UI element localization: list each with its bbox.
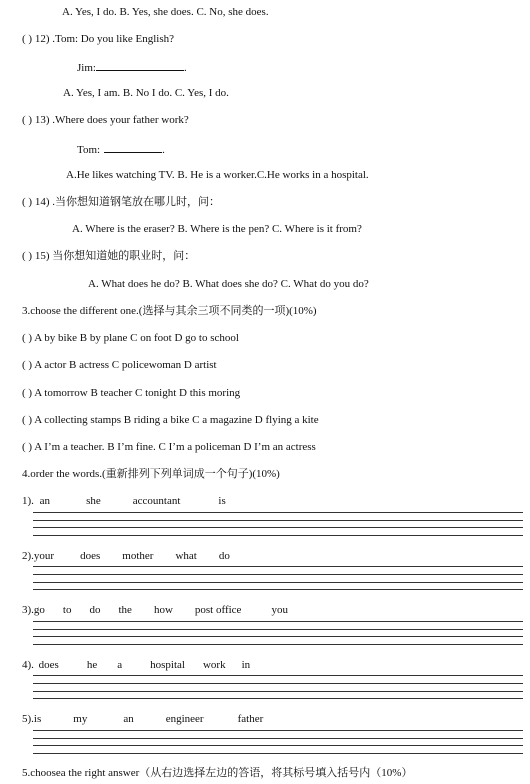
writing-line[interactable]: [33, 753, 523, 754]
q14-options: A. Where is the eraser? B. Where is the pen? C. Where is it from?: [72, 223, 362, 235]
section3-item-3: ( ) A tomorrow B teacher C tonight D this moring: [22, 387, 241, 399]
q15-question: ( ) 15) 当你想知道她的职业时，问：: [22, 250, 196, 262]
order-word: does: [38, 659, 59, 671]
q13-question: ( ) 13) .Where does your father work?: [22, 114, 189, 126]
q14-question: ( ) 14) .当你想知道钢笔放在哪儿时，问：: [22, 196, 220, 208]
writing-line[interactable]: [33, 589, 523, 590]
order-word: is: [218, 495, 226, 507]
writing-line[interactable]: [33, 566, 523, 567]
writing-line[interactable]: [33, 574, 523, 575]
order-word: she: [86, 495, 101, 507]
writing-line[interactable]: [33, 745, 523, 746]
order-word: hospital: [150, 659, 185, 671]
order-item-5: [22, 713, 263, 726]
order-word: do: [218, 550, 230, 562]
order-item-2: [22, 550, 230, 563]
section3-item-2: ( ) A actor B actress C policewoman D artist: [22, 359, 217, 371]
order-word: mother: [122, 550, 154, 562]
section4-title: 4.order the words.(重新排列下列单词成一个句子)(10%): [22, 468, 280, 480]
order-word: you: [271, 604, 288, 616]
writing-line[interactable]: [33, 512, 523, 513]
order-word: post office: [194, 604, 242, 616]
writing-line[interactable]: [33, 527, 523, 528]
order-word: an: [39, 495, 51, 507]
q13-options: A.He likes watching TV. B. He is a worker.C.He works in a hospital.: [66, 169, 369, 181]
q12-answer-prefix: Jim:: [77, 62, 96, 74]
order-word: your: [33, 550, 55, 562]
writing-line[interactable]: [33, 675, 523, 676]
q13-answer-blank[interactable]: [104, 142, 162, 153]
writing-line[interactable]: [33, 520, 523, 521]
order-word: an: [123, 713, 134, 725]
order-word: my: [73, 713, 88, 725]
q12-answer-line: Jim: .: [77, 62, 187, 74]
order-item-number: 2).: [22, 550, 34, 562]
section3-item-4: ( ) A collecting stamps B riding a bike C a magazine D flying a kite: [22, 414, 319, 426]
order-item-number: 1).: [22, 495, 37, 507]
order-word: a: [117, 659, 123, 671]
section3-item-5: ( ) A I’m a teacher. B I’m fine. C I’m a policeman D I’m an actress: [22, 441, 316, 453]
writing-line[interactable]: [33, 629, 523, 630]
order-word: how: [153, 604, 173, 616]
writing-line[interactable]: [33, 698, 523, 699]
order-item-number: 5).: [22, 713, 34, 725]
q12-answer-blank[interactable]: [96, 60, 184, 71]
order-word: in: [241, 659, 251, 671]
order-item-number: 4).: [22, 659, 37, 671]
q12-question: ( ) 12) .Tom: Do you like English?: [22, 33, 174, 45]
order-word: father: [237, 713, 264, 725]
q11-options: A. Yes, I do. B. Yes, she does. C. No, she does.: [62, 6, 269, 18]
order-word: the: [118, 604, 132, 616]
order-word: what: [175, 550, 197, 562]
writing-line[interactable]: [33, 730, 523, 731]
order-item-4: [22, 659, 250, 672]
writing-line[interactable]: [33, 535, 523, 536]
section5-title: 5.choosea the right answer（从右边选择左边的答语，将其标号填入括号内（10%）: [22, 767, 413, 779]
q13-answer-line: Tom: .: [77, 144, 165, 156]
order-word: to: [62, 604, 72, 616]
order-item-1: [22, 495, 226, 508]
section3-title: 3.choose the different one.(选择与其余三项不同类的一项)(10%): [22, 305, 317, 317]
writing-line[interactable]: [33, 621, 523, 622]
order-word: does: [80, 550, 101, 562]
q15-options: A. What does he do? B. What does she do? C. What do you do?: [88, 278, 369, 290]
q12-options: A. Yes, I am. B. No I do. C. Yes, I do.: [63, 87, 229, 99]
writing-line[interactable]: [33, 644, 523, 645]
order-word: he: [86, 659, 98, 671]
writing-line[interactable]: [33, 636, 523, 637]
writing-line[interactable]: [33, 582, 523, 583]
order-word: do: [89, 604, 101, 616]
q13-answer-prefix: Tom:: [77, 144, 101, 156]
order-item-number: 3).: [22, 604, 34, 616]
writing-line[interactable]: [33, 691, 523, 692]
writing-line[interactable]: [33, 683, 523, 684]
order-word: is: [33, 713, 42, 725]
order-word: accountant: [132, 495, 181, 507]
order-word: work: [202, 659, 226, 671]
section3-item-1: ( ) A by bike B by plane C on foot D go to school: [22, 332, 239, 344]
order-item-3: [22, 604, 288, 617]
writing-line[interactable]: [33, 738, 523, 739]
order-word: engineer: [165, 713, 204, 725]
order-word: go: [33, 604, 45, 616]
